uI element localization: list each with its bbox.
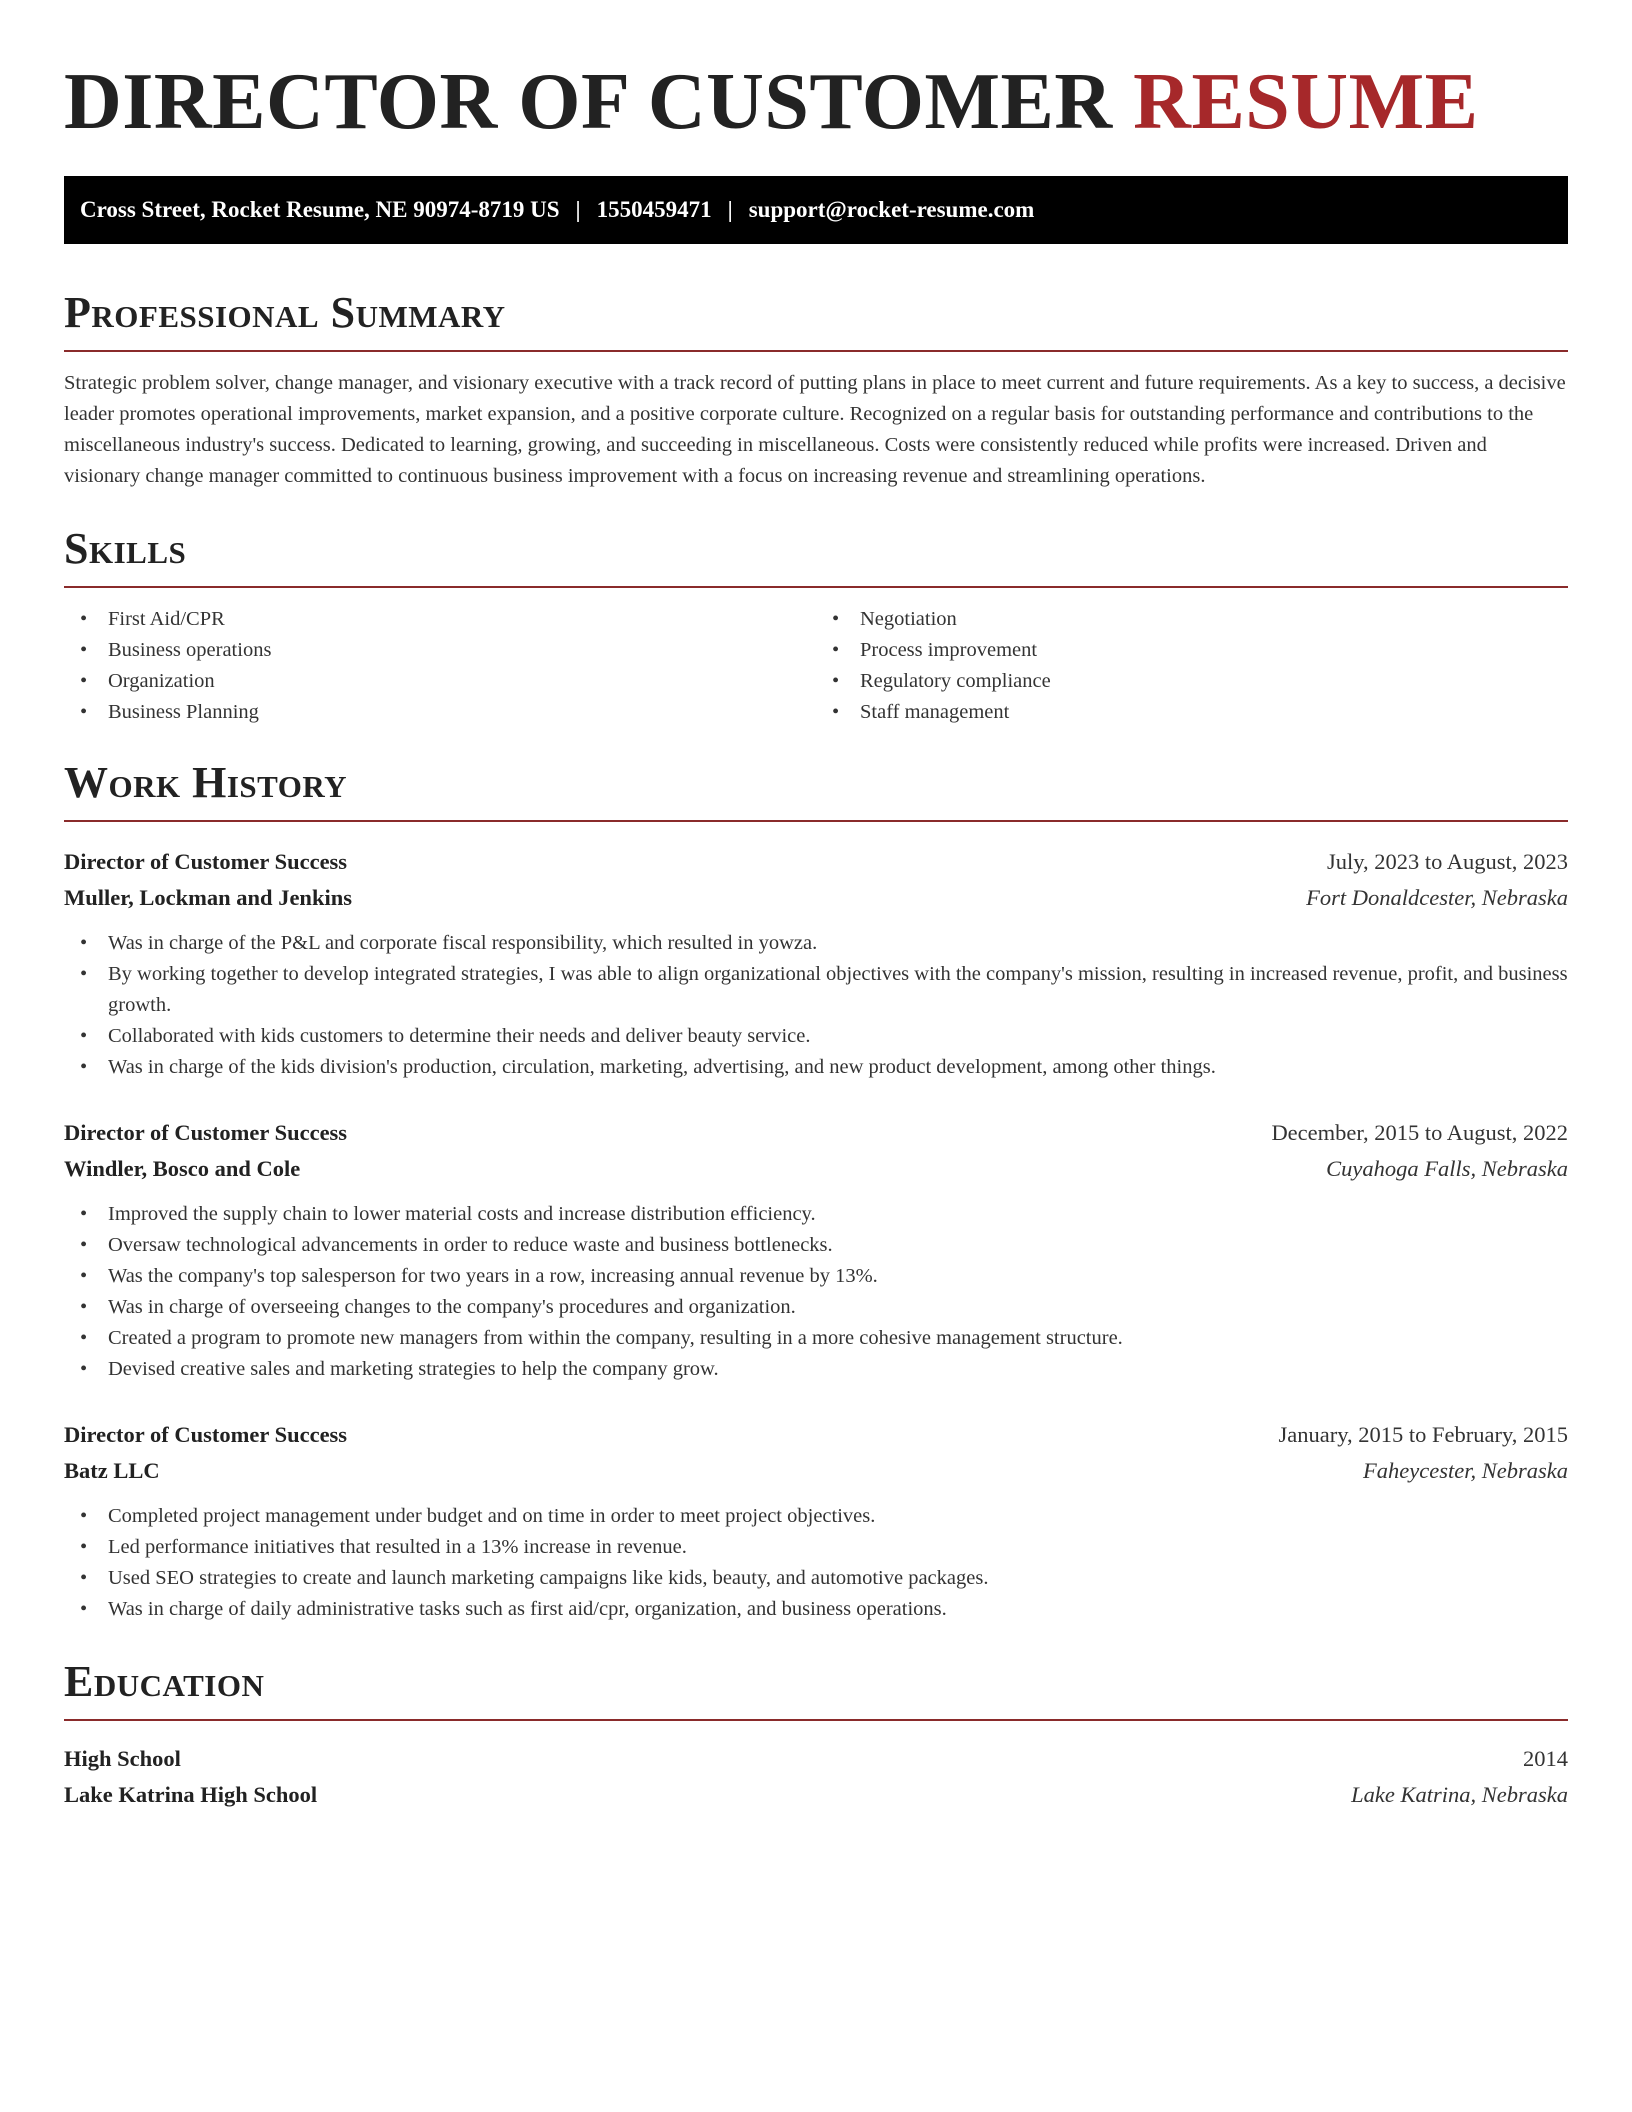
job-entry xyxy=(64,1115,1568,1385)
job-bullet: • Was in charge of the P&L and corporate fiscal responsibility, which resulted in yowza. xyxy=(64,928,1568,959)
section-heading-summary: Professional Summary xyxy=(64,288,506,337)
job-bullet: • Was the company's top salesperson for two years in a row, increasing annual revenue by 13%. xyxy=(64,1261,1568,1292)
education-location: Lake Katrina, Nebraska xyxy=(1351,1782,1568,1807)
job-header-row xyxy=(64,1417,1568,1453)
job-bullet: • Oversaw technological advancements in order to reduce waste and business bottlenecks. xyxy=(64,1230,1568,1261)
contact-bar xyxy=(64,176,1568,244)
contact-separator: | xyxy=(727,197,733,222)
section-divider xyxy=(64,586,1568,588)
job-bullet: • Was in charge of the kids division's production, circulation, marketing, advertising, and new product development, among other things. xyxy=(64,1052,1568,1083)
summary-text: Strategic problem solver, change manager, and visionary executive with a track record of putting plans in place to meet current and future requirements. As a key to success, a decisive leader promotes operational improvements, market expansion, and a positive corporate culture. Recognized on a regular basis for outstanding performance and contributions to the miscellaneous industry's success. Dedicated to learning, growing, and succeeding in miscellaneous. Costs were consistently reduced while profits were increased. Driven and visionary change manager committed to continuous business improvement with a focus on increasing revenue and streamlining operations. xyxy=(64,372,1566,487)
section-divider xyxy=(64,350,1568,352)
section-heading-work-history: Work History xyxy=(64,758,348,807)
job-title: Director of Customer Success xyxy=(64,1120,348,1145)
job-bullet: • Was in charge of overseeing changes to the company's procedures and organization. xyxy=(64,1292,1568,1323)
skill-item: • Business Planning xyxy=(64,697,816,728)
job-title: Director of Customer Success xyxy=(64,1422,348,1447)
job-dates: July, 2023 to August, 2023 xyxy=(1326,849,1568,874)
job-company-row xyxy=(64,880,1568,916)
contact-separator: | xyxy=(575,197,581,222)
job-bullet: • Collaborated with kids customers to determine their needs and deliver beauty service. xyxy=(64,1021,1568,1052)
contact-email[interactable]: support@rocket-resume.com xyxy=(748,197,1035,222)
job-company: Muller, Lockman and Jenkins xyxy=(64,885,352,910)
job-bullet: • Improved the supply chain to lower material costs and increase distribution efficiency. xyxy=(64,1199,1568,1230)
education-school: Lake Katrina High School xyxy=(64,1782,318,1807)
job-bullet: • Created a program to promote new managers from within the company, resulting in a more cohesive management structure. xyxy=(64,1323,1568,1354)
work-history-section xyxy=(64,756,1568,1625)
job-dates: January, 2015 to February, 2015 xyxy=(1278,1422,1568,1447)
skill-item: • Business operations xyxy=(64,635,816,666)
title-main: DIRECTOR OF CUSTOMER xyxy=(64,58,1113,146)
job-bullets xyxy=(64,928,1568,1083)
job-location: Fort Donaldcester, Nebraska xyxy=(1306,885,1568,910)
job-bullet: • By working together to develop integrated strategies, I was able to align organizational objectives with the company's mission, resulting in increased revenue, profit, and business growth. xyxy=(64,959,1568,1021)
job-company: Batz LLC xyxy=(64,1458,160,1483)
job-bullets xyxy=(64,1199,1568,1385)
skill-item: • Regulatory compliance xyxy=(816,666,1568,697)
job-bullet: • Completed project management under budget and on time in order to meet project objectives. xyxy=(64,1501,1568,1532)
job-location: Cuyahoga Falls, Nebraska xyxy=(1326,1156,1568,1181)
skills-list-left xyxy=(64,604,816,728)
resume-title xyxy=(64,56,1568,148)
skills-section xyxy=(64,522,1568,728)
job-bullet: • Was in charge of daily administrative tasks such as first aid/cpr, organization, and business operations. xyxy=(64,1594,1568,1625)
skill-item: • Process improvement xyxy=(816,635,1568,666)
skill-item: • Organization xyxy=(64,666,816,697)
job-bullet: • Led performance initiatives that resulted in a 13% increase in revenue. xyxy=(64,1532,1568,1563)
job-header-row xyxy=(64,1115,1568,1151)
skill-item: • First Aid/CPR xyxy=(64,604,816,635)
education-entry xyxy=(64,1741,1568,1813)
job-company-row xyxy=(64,1151,1568,1187)
section-divider xyxy=(64,1719,1568,1721)
job-dates: December, 2015 to August, 2022 xyxy=(1271,1120,1568,1145)
education-school-row xyxy=(64,1777,1568,1813)
job-entry xyxy=(64,844,1568,1083)
job-header-row xyxy=(64,844,1568,880)
section-heading-education: Education xyxy=(64,1657,265,1706)
summary-section xyxy=(64,286,1568,492)
job-bullet: • Devised creative sales and marketing strategies to help the company grow. xyxy=(64,1354,1568,1385)
section-divider xyxy=(64,820,1568,822)
education-year: 2014 xyxy=(1523,1746,1568,1771)
education-section xyxy=(64,1655,1568,1813)
job-company: Windler, Bosco and Cole xyxy=(64,1156,301,1181)
skills-grid xyxy=(64,604,1568,728)
education-header-row xyxy=(64,1741,1568,1777)
job-company-row xyxy=(64,1453,1568,1489)
skills-list-right xyxy=(816,604,1568,728)
title-accent: RESUME xyxy=(1133,58,1479,146)
contact-address: Cross Street, Rocket Resume, NE 90974-8719 US xyxy=(80,197,560,222)
job-bullets xyxy=(64,1501,1568,1625)
education-degree: High School xyxy=(64,1746,181,1771)
job-bullet: • Used SEO strategies to create and launch marketing campaigns like kids, beauty, and automotive packages. xyxy=(64,1563,1568,1594)
job-location: Faheycester, Nebraska xyxy=(1363,1458,1568,1483)
section-heading-skills: Skills xyxy=(64,524,187,573)
job-title: Director of Customer Success xyxy=(64,849,348,874)
contact-phone: 1550459471 xyxy=(596,197,712,222)
skill-item: • Negotiation xyxy=(816,604,1568,635)
job-entry xyxy=(64,1417,1568,1625)
skill-item: • Staff management xyxy=(816,697,1568,728)
